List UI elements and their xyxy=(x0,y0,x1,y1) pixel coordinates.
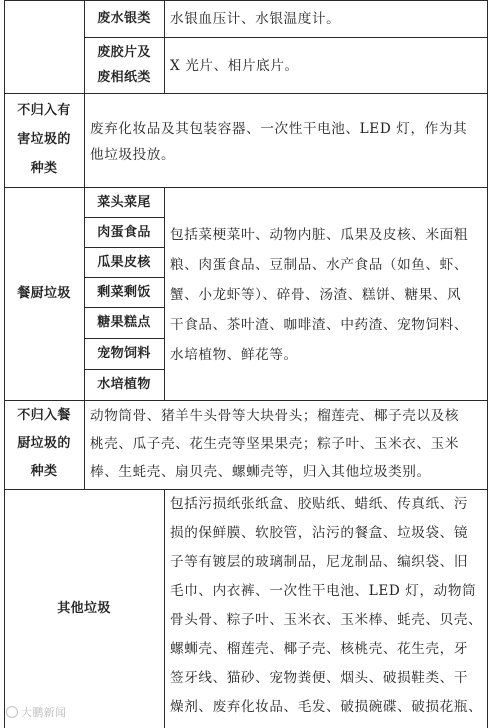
table-line xyxy=(84,93,85,187)
mercury-label: 废水银类 xyxy=(97,11,151,26)
table-line xyxy=(4,93,488,94)
table-line xyxy=(487,0,488,728)
other-content: 包括污损纸张纸盒、胶贴纸、蜡纸、传真纸、污 损的保鲜膜、软胶管，沾污的餐盒、垃圾袋、镜 子等有镀层的玻璃制品，尼龙制品、编织袋、旧 毛巾、内衣裤、一次性干电池、LED 灯，动物筒 骨头骨、粽子叶、玉米衣、玉米棒、蚝壳、贝壳、 螺蛳壳、榴莲壳、椰子壳、核桃壳、花生壳，牙 签牙线、猫砂、宠物粪便、烟头、破损鞋类、干 燥剂、废弃化妆品、毛发、破损碗碟、破损花瓶、 xyxy=(170,496,483,715)
weibo-logo-icon xyxy=(6,706,18,718)
kitchen-sub-item: 糖果糕点 xyxy=(97,315,151,330)
kitchen-sub-item: 水培植物 xyxy=(97,377,151,392)
kitchen-sub-item: 瓜果皮核 xyxy=(97,254,151,270)
not-hazardous-label: 不归入有 害垃圾的 种类 xyxy=(17,103,71,176)
not-kitchen-content: 动物筒骨、猪羊牛头骨等大块骨头；榴莲壳、椰子壳以及核 桃壳、瓜子壳、花生壳等坚果果壳；粽子叶、玉米衣、玉米 棒、生蚝壳、扇贝壳、螺蛳壳等，归入其他垃圾类别。 xyxy=(90,408,460,480)
film-content: X 光片、相片底片。 xyxy=(170,57,299,74)
table-line xyxy=(84,400,85,489)
mercury-content: 水银血压计、水银温度计。 xyxy=(170,11,341,27)
table-line xyxy=(164,489,165,728)
table-line xyxy=(164,187,165,400)
kitchen-sub-item: 肉蛋食品 xyxy=(97,224,151,240)
film-label: 废胶片及 废相纸类 xyxy=(97,45,151,85)
table-line xyxy=(164,0,165,93)
watermark: 大鹏新闻 xyxy=(6,704,66,720)
not-hazardous-content: 废弃化妆品及其包装容器、一次性干电池、LED 灯，作为其 他垃圾投放。 xyxy=(90,121,468,163)
kitchen-label: 餐厨垃圾 xyxy=(17,285,71,301)
table-line xyxy=(4,400,488,401)
kitchen-sub-item: 菜头菜尾 xyxy=(97,194,151,210)
other-label: 其他垃圾 xyxy=(57,600,111,616)
not-kitchen-label: 不归入餐 厨垃圾的 种类 xyxy=(17,408,71,479)
kitchen-content: 包括菜梗菜叶、动物内脏、瓜果及皮核、米面粗 粮、肉蛋食品、豆制品、水产食品（如鱼、虾、 蟹、小龙虾等）、碎骨、汤渣、糕饼、糖果、风 干食品、茶叶渣、咖啡渣、中药渣、宠物饲料、 水培植物、鲜花等。 xyxy=(170,227,469,363)
kitchen-sub-item: 剩菜剩饭 xyxy=(97,284,151,300)
kitchen-sub-item: 宠物饲料 xyxy=(97,346,151,361)
